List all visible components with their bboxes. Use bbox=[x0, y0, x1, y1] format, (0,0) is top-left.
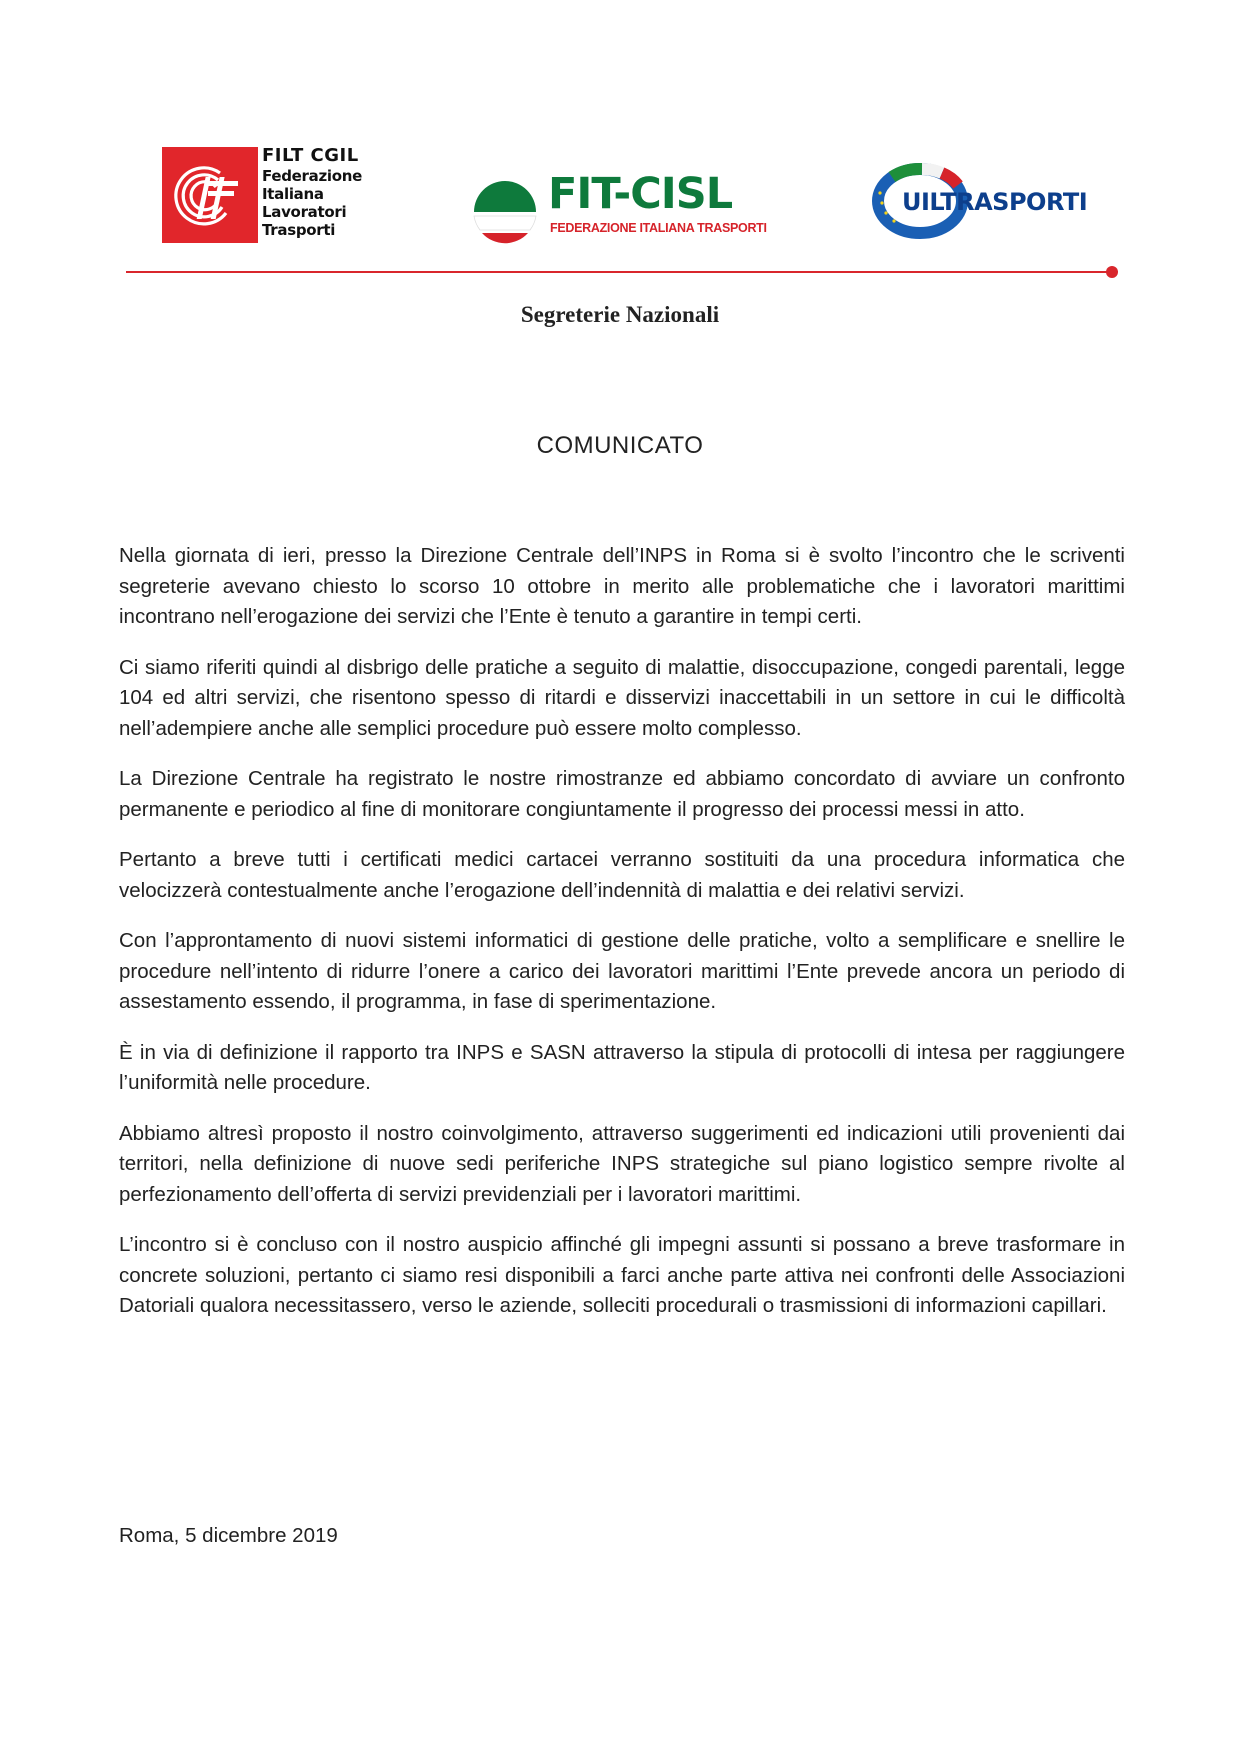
letterhead-divider-dot bbox=[1106, 266, 1118, 278]
fit-cisl-logo bbox=[470, 168, 767, 244]
fit-cisl-emblem-icon bbox=[470, 168, 540, 244]
uiltrasporti-title: UILTRASPORTI bbox=[902, 188, 1088, 216]
filt-cgil-line: Italiana bbox=[262, 185, 324, 203]
letterhead-divider bbox=[126, 271, 1116, 273]
filt-cgil-title: FILT CGIL bbox=[262, 145, 359, 166]
uiltrasporti-logo bbox=[870, 155, 1120, 239]
fit-cisl-title: FIT-CISL bbox=[548, 169, 733, 219]
body-paragraph: La Direzione Centrale ha registrato le nostre rimostranze ed abbiamo concordato di avviare un confronto permanente e periodico al fine di monitorare congiuntamente il progresso dei processi messi in atto. bbox=[119, 767, 1125, 821]
document-title: COMUNICATO bbox=[536, 432, 704, 459]
letterhead bbox=[0, 0, 1240, 250]
body-paragraph: Pertanto a breve tutti i certificati medici cartacei verranno sostituiti da una procedura informatica che velocizzerà contestualmente anche l’erogazione dell’indennità di malattia e dei relativi servizi. bbox=[119, 848, 1125, 902]
body-paragraph: Ci siamo riferiti quindi al disbrigo delle pratiche a seguito di malattie, disoccupazione, congedi parentali, legge 104 ed altri servizi, che risentono spesso di ritardi e disservizi inaccettabili in un settore in cui le difficoltà nell’adempiere anche alle semplici procedure può essere molto complesso. bbox=[119, 655, 1125, 740]
body-paragraph: È in via di definizione il rapporto tra INPS e SASN attraverso la stipula di protocolli di intesa per raggiungere l’uniformità nelle procedure. bbox=[119, 1040, 1125, 1094]
body-paragraph: Nella giornata di ieri, presso la Direzione Centrale dell’INPS in Roma si è svolto l’incontro che le scriventi segreterie avevano chiesto lo scorso 10 ottobre in merito alle problematiche che i lavoratori marittimi incontrano nell’erogazione dei servizi che l’Ente è tenuto a garantire in tempi certi. bbox=[119, 544, 1125, 628]
filt-cgil-line: Lavoratori bbox=[262, 203, 347, 221]
document-body bbox=[119, 541, 1125, 1342]
org-heading: Segreterie Nazionali bbox=[520, 302, 720, 327]
body-paragraph: L’incontro si è concluso con il nostro auspicio affinché gli impegni assunti si possano a breve trasformare in concrete soluzioni, pertanto ci siamo resi disponibili a farci anche parte attiva nei confronti delle Associazioni Datoriali qualora necessitassero, verso le aziende, solleciti procedurali o trasmissioni di informazioni capillari. bbox=[119, 1233, 1125, 1317]
filt-cgil-logo bbox=[162, 147, 382, 243]
filt-cgil-emblem-icon bbox=[162, 147, 258, 243]
body-paragraph: Abbiamo altresì proposto il nostro coinvolgimento, attraverso suggerimenti ed indicazioni utili provenienti dai territori, nella definizione di nuove sedi periferiche INPS strategiche sul piano logistico sempre rivolte al perfezionamento dell’offerta di servizi previdenziali per i lavoratori marittimi. bbox=[119, 1121, 1125, 1206]
fit-cisl-subtitle: FEDERAZIONE ITALIANA TRASPORTI bbox=[550, 221, 767, 235]
body-paragraph: Con l’approntamento di nuovi sistemi informatici di gestione delle pratiche, volto a semplificare e snellire le procedure nell’intento di ridurre l’onere a carico dei lavoratori marittimi l’Ente prevede ancora un periodo di assestamento essendo, il programma, in fase di sperimentazione. bbox=[119, 929, 1125, 1013]
filt-cgil-line: Trasporti bbox=[262, 221, 336, 239]
filt-cgil-wordmark bbox=[262, 145, 392, 239]
filt-cgil-line: Federazione bbox=[262, 167, 362, 185]
document-date: Roma, 5 dicembre 2019 bbox=[119, 1524, 338, 1547]
